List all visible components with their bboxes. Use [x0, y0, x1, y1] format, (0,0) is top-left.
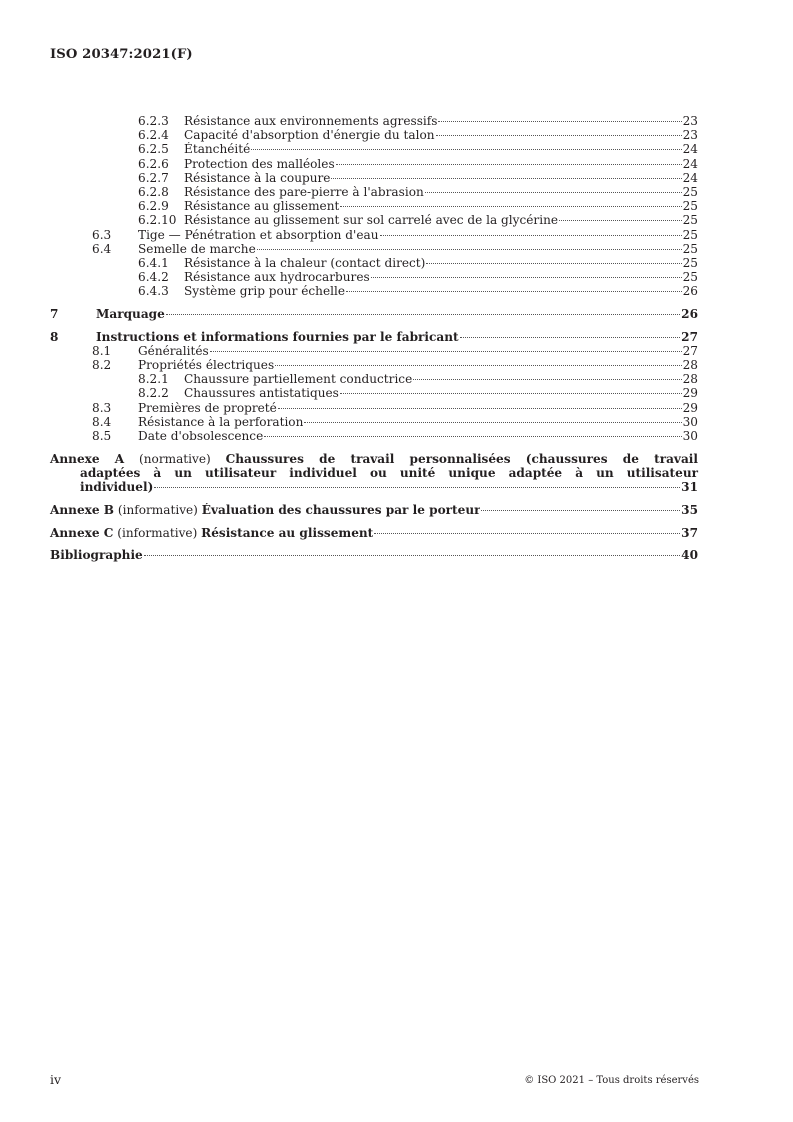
annex-title-part-2: adaptées à un utilisateur individuel ou unité unique adaptée à un utilisateur — [80, 465, 698, 480]
dot-leader — [304, 422, 681, 423]
toc-entry-number: 6.2.5 — [138, 142, 169, 157]
dot-leader — [425, 192, 682, 193]
toc-entry-number: 6.4.2 — [138, 270, 169, 285]
toc-entry-page: 25 — [682, 270, 698, 285]
toc-entry-title: Propriétés électriques — [138, 358, 275, 372]
annex-a-last-line — [50, 480, 698, 494]
dot-leader — [460, 337, 681, 338]
toc-entry-page: 25 — [682, 227, 698, 242]
toc-entry-page: 30 — [682, 414, 698, 429]
dot-leader — [340, 393, 682, 394]
dot-leader — [426, 263, 681, 264]
toc-entry-title: Évaluation des chaussures par le porteur — [201, 503, 481, 518]
toc-entry-page: 25 — [682, 184, 698, 199]
toc-entry[interactable] — [50, 199, 698, 213]
dot-leader — [559, 220, 682, 221]
dot-leader — [413, 379, 681, 380]
dot-leader — [336, 164, 682, 165]
spacer — [50, 495, 698, 504]
toc-entry-title: Résistance au glissement sur sol carrelé avec de la glycérine — [184, 213, 559, 228]
toc-entry[interactable] — [50, 213, 698, 227]
toc-entry-title: Chaussure partiellement conductrice — [184, 372, 413, 387]
toc-entry-number: 8.4 — [92, 414, 112, 429]
toc-entry-number: 8.2.1 — [138, 372, 169, 387]
toc-entry-7[interactable] — [50, 307, 698, 321]
toc-entry-page: 26 — [681, 306, 698, 321]
toc-entry-title: Résistance à la chaleur (contact direct) — [184, 255, 426, 270]
toc-entry[interactable] — [50, 242, 698, 256]
toc-entry-page: 29 — [682, 400, 698, 415]
toc-entry-number: 6.2.4 — [138, 128, 169, 143]
toc-entry[interactable] — [50, 386, 698, 400]
toc-entry[interactable] — [50, 429, 698, 443]
table-of-contents — [50, 114, 698, 563]
spacer — [50, 540, 698, 549]
toc-entry-number: 6.2.8 — [138, 184, 169, 199]
annex-label: Annexe B — [50, 503, 115, 518]
toc-entry-number: 6.2.6 — [138, 156, 169, 171]
toc-entry-page: 25 — [682, 241, 698, 256]
toc-entry-number: 6.2.10 — [138, 213, 177, 228]
toc-entry-number: 8.1 — [92, 343, 112, 358]
toc-entry-page: 24 — [682, 142, 698, 157]
toc-entry-number: 7 — [50, 306, 59, 321]
dot-leader — [346, 291, 682, 292]
toc-entry-page: 35 — [681, 503, 698, 518]
toc-entry-title: Résistance à la perforation — [138, 414, 304, 429]
toc-entry-number: 8.3 — [92, 400, 112, 415]
toc-entry-title: Résistance à la coupure — [184, 170, 331, 185]
toc-entry-page: 28 — [682, 358, 698, 372]
spacer — [50, 517, 698, 526]
toc-entry[interactable] — [50, 344, 698, 358]
toc-entry-number: 6.2.7 — [138, 170, 169, 185]
toc-entry-page: 24 — [682, 156, 698, 171]
annex-title-part-1: Chaussures de travail personnalisées (chaussures de travail — [225, 451, 698, 466]
toc-entry-number: 8 — [50, 329, 59, 344]
toc-entry-page: 26 — [682, 284, 698, 299]
dot-leader — [251, 149, 681, 150]
toc-entry-page: 23 — [682, 128, 698, 143]
dot-leader — [380, 235, 682, 236]
toc-entry-page: 25 — [682, 255, 698, 270]
toc-entry-page: 27 — [682, 343, 698, 358]
toc-entry-page: 25 — [682, 199, 698, 214]
toc-entry[interactable] — [50, 372, 698, 386]
toc-entry-title: Résistance aux hydrocarbures — [184, 270, 370, 285]
dot-leader — [166, 314, 680, 315]
toc-entry[interactable] — [50, 185, 698, 199]
toc-entry-annex-c[interactable] — [50, 526, 698, 540]
toc-entry[interactable] — [50, 415, 698, 429]
toc-entry-title: Semelle de marche — [138, 241, 256, 256]
toc-entry-number: 8.5 — [92, 428, 112, 443]
dot-leader — [331, 178, 681, 179]
toc-entry-page: 31 — [681, 480, 698, 495]
toc-entry[interactable] — [50, 256, 698, 270]
annex-a-line-1 — [50, 452, 698, 466]
toc-entry-annex-b[interactable] — [50, 503, 698, 517]
annex-label: Annexe A — [50, 451, 125, 466]
toc-entry[interactable] — [50, 171, 698, 185]
toc-entry[interactable] — [50, 270, 698, 284]
toc-entry-title: Chaussures antistatiques — [184, 386, 339, 401]
dot-leader — [436, 135, 682, 136]
dot-leader — [371, 277, 682, 278]
toc-entry-page: 30 — [682, 428, 698, 443]
toc-entry-number: 6.2.3 — [138, 114, 169, 128]
toc-entry[interactable] — [50, 128, 698, 142]
toc-section-6-entries — [50, 114, 698, 298]
toc-entry-number: 6.2.9 — [138, 199, 169, 214]
spacer — [50, 321, 698, 330]
dot-leader — [481, 510, 680, 511]
dot-leader — [154, 487, 680, 488]
annex-type: (normative) — [139, 451, 211, 466]
toc-entry-number: 6.3 — [92, 227, 112, 242]
toc-entry-title: Résistance au glissement — [184, 199, 340, 214]
toc-entry-page: 25 — [682, 213, 698, 228]
toc-entry-title: Étanchéité — [184, 142, 251, 157]
toc-entry[interactable] — [50, 114, 698, 128]
dot-leader — [264, 436, 681, 437]
toc-entry-title: Marquage — [96, 306, 165, 321]
toc-entry-page: 40 — [681, 548, 698, 563]
toc-entry[interactable] — [50, 142, 698, 156]
toc-entry[interactable] — [50, 401, 698, 415]
toc-entry-page: 29 — [682, 386, 698, 401]
toc-entry-title: Tige — Pénétration et absorption d'eau — [138, 227, 379, 242]
toc-entry-bibliography[interactable] — [50, 548, 698, 562]
toc-entry-annex-a[interactable] — [50, 452, 698, 495]
toc-entry-title: Système grip pour échelle — [184, 284, 345, 299]
toc-entry-title: Instructions et informations fournies par le fabricant — [96, 329, 459, 344]
toc-section-8-entries — [50, 344, 698, 443]
toc-entry-8[interactable] — [50, 330, 698, 344]
toc-entry-title: Date d'obsolescence — [138, 428, 264, 443]
dot-leader — [340, 206, 681, 207]
toc-entry-title: Résistance des pare-pierre à l'abrasion — [184, 184, 424, 199]
toc-entry-page: 27 — [681, 329, 698, 344]
annex-title-part-3: individuel) — [80, 480, 154, 495]
spacer — [50, 298, 698, 307]
toc-entry-title: Résistance au glissement — [201, 525, 374, 540]
toc-entry-number: 6.4.1 — [138, 255, 169, 270]
dot-leader — [257, 249, 682, 250]
annex-type: (informative) — [117, 503, 198, 518]
spacer — [50, 443, 698, 452]
toc-entry-page: 28 — [682, 372, 698, 387]
toc-entry-title: Premières de propreté — [138, 400, 277, 415]
toc-entry-title: Protection des malléoles — [184, 156, 335, 171]
toc-entry[interactable] — [50, 228, 698, 242]
toc-entry-number: 6.4.3 — [138, 284, 169, 299]
document-id: ISO 20347:2021(F) — [50, 47, 193, 62]
dot-leader — [210, 351, 682, 352]
page-number: iv — [50, 1072, 62, 1087]
copyright-notice: © ISO 2021 – Tous droits réservés — [524, 1075, 699, 1086]
dot-leader — [144, 555, 680, 556]
toc-entry-title: Généralités — [138, 343, 209, 358]
toc-entry-title: Bibliographie — [50, 548, 143, 563]
annex-type: (informative) — [117, 525, 198, 540]
toc-entry-number: 8.2 — [92, 358, 112, 372]
toc-entry-title: Capacité d'absorption d'énergie du talon — [184, 128, 435, 143]
toc-entry-page: 24 — [682, 170, 698, 185]
toc-entry-number: 6.4 — [92, 241, 112, 256]
dot-leader — [374, 533, 680, 534]
toc-entry-page: 23 — [682, 114, 698, 128]
toc-entry[interactable] — [50, 284, 698, 298]
toc-entry-page: 37 — [681, 525, 698, 540]
toc-entry-title: Résistance aux environnements agressifs — [184, 114, 438, 128]
dot-leader — [275, 365, 681, 366]
dot-leader — [438, 121, 681, 122]
annex-label: Annexe C — [50, 525, 114, 540]
toc-entry[interactable] — [50, 157, 698, 171]
dot-leader — [278, 408, 682, 409]
toc-entry-number: 8.2.2 — [138, 386, 169, 401]
toc-entry[interactable] — [50, 358, 698, 372]
